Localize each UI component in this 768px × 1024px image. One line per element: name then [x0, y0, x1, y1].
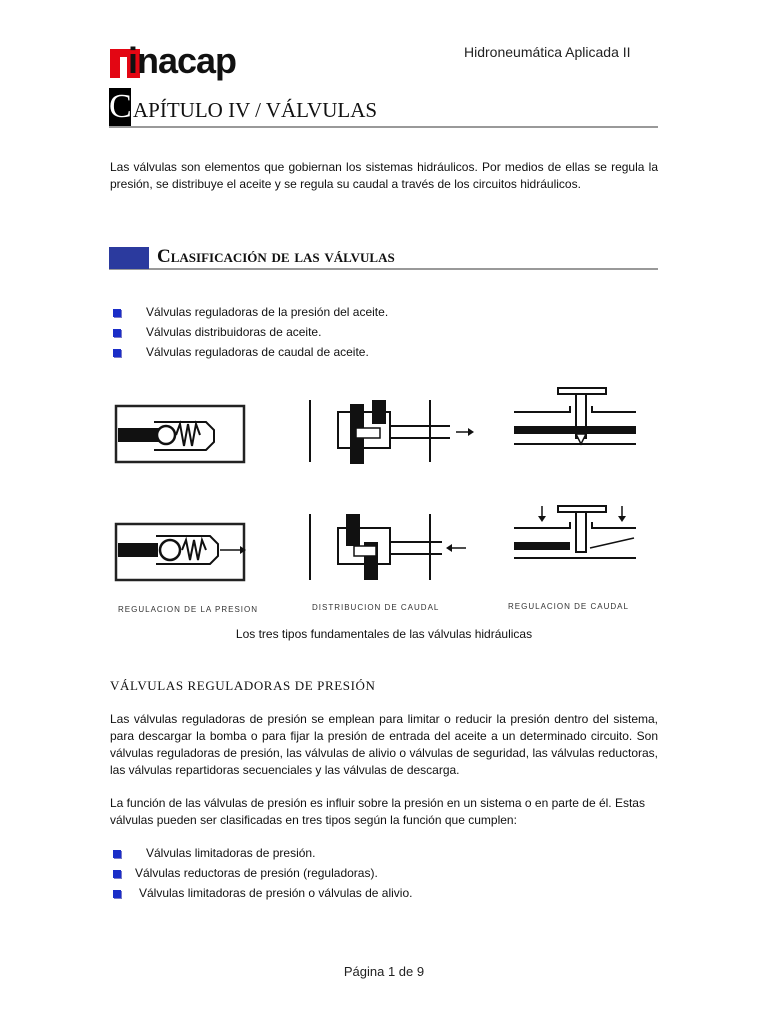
label-pressure-regulation: REGULACION DE LA PRESION: [118, 605, 259, 614]
valve-types-figure: [110, 382, 650, 618]
pressure-valve-open: [116, 524, 246, 580]
intro-paragraph: Las válvulas son elementos que gobiernan los sistemas hidráulicos. Por medios de ellas se regula la presión, se distribuye el aceite y se regula su caudal a través de los circuitos hidráulicos.: [110, 160, 658, 191]
inacap-logo: [110, 42, 262, 80]
bullet-icon: [113, 850, 121, 858]
bullet-icon: [113, 890, 121, 898]
figure-caption: Los tres tipos fundamentales de las válvulas hidráulicas: [235, 627, 533, 641]
course-title: Hidroneumática Aplicada II: [464, 44, 631, 60]
distribution-valve-a: [310, 400, 474, 464]
page-number: Página 1 de 9: [343, 964, 425, 979]
section-heading: [109, 245, 658, 270]
bullet-icon: [113, 309, 121, 317]
label-flow-distribution: DISTRIBUCION DE CAUDAL: [312, 603, 440, 612]
section-marker: [109, 247, 149, 269]
pressure-paragraph-2: La función de las válvulas de presión es influir sobre la presión en un sistema o en parte de él. Estas válvulas pueden ser clasificadas en tres tipos según la función que cumplen:: [110, 796, 645, 827]
pressure-valve-closed: [116, 406, 244, 462]
bullet-icon: [113, 349, 121, 357]
section-title: Clasificación de las válvulas: [157, 246, 395, 267]
logo-text: inacap: [128, 40, 237, 81]
distribution-valve-b: [310, 514, 466, 580]
valve-diagrams: [110, 382, 650, 618]
pressure-valves-heading: VÁLVULAS REGULADORAS DE PRESIÓN: [110, 678, 376, 693]
flow-valve-closed: [514, 388, 636, 444]
label-flow-regulation: REGULACION DE CAUDAL: [508, 602, 629, 611]
pressure-paragraph-1: Las válvulas reguladoras de presión se emplean para limitar o reducir la presión dentro del sistema, para descargar la bomba o para fijar la presión de entrada del aceite a un determinado circuito. Son válvulas reguladoras de presión, las válvulas de alivio o válvulas de seguridad, las válvulas reductoras, las válvulas repartidoras secuenciales y las válvulas de descarga.: [110, 712, 658, 777]
bullet-icon: [113, 870, 121, 878]
chapter-title: APÍTULO IV / VÁLVULAS: [133, 98, 378, 122]
chapter-heading: [109, 88, 658, 128]
chapter-initial: C: [109, 88, 132, 125]
flow-valve-open: [514, 506, 636, 558]
bullet-icon: [113, 329, 121, 337]
